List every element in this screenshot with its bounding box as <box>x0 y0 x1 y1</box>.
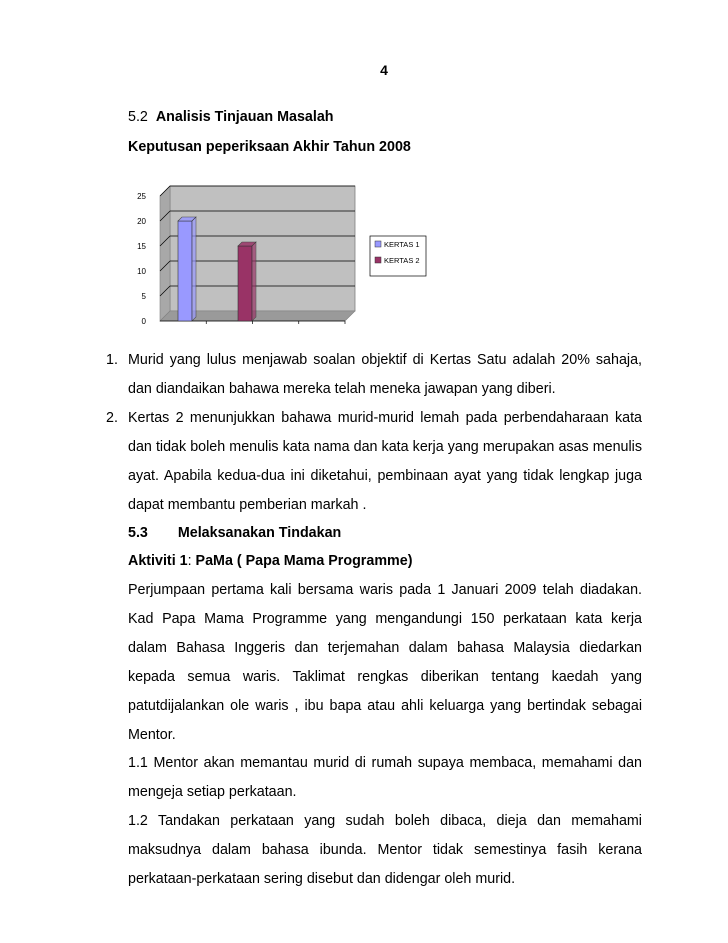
y-tick-label: 0 <box>141 317 146 326</box>
list-item-1-line-2: dan diandaikan bahawa mereka telah meneka jawapan yang diberi. <box>128 381 556 397</box>
legend-swatch <box>375 257 381 263</box>
y-tick-label: 10 <box>137 267 146 276</box>
bar-kertas-2 <box>238 246 252 321</box>
y-tick-label: 15 <box>137 242 146 251</box>
y-tick-label: 20 <box>137 217 146 226</box>
legend-swatch <box>375 241 381 247</box>
bar-side <box>252 242 256 321</box>
bar-side <box>192 217 196 321</box>
section-title: Melaksanakan Tindakan <box>177 525 342 541</box>
y-tick-label: 25 <box>137 192 146 201</box>
paragraph-line-2: Kad Papa Mama Programme yang mengandungi 150 perkataan kata kerja <box>128 611 642 627</box>
paragraph-line-6: Mentor. <box>128 727 176 743</box>
page-number: 4 <box>380 62 388 78</box>
item-1-1-line-1: 1.1 Mentor akan memantau murid di rumah supaya membaca, memahami dan <box>128 755 642 771</box>
y-tick-label: 5 <box>141 292 146 301</box>
section-number: 5.3 <box>128 525 148 541</box>
activity-label: Aktiviti 1 <box>128 553 188 569</box>
bar-kertas-1 <box>178 221 192 321</box>
bar-chart <box>118 178 434 328</box>
paragraph-line-5: patutdijalankan ole waris , ibu bapa atau ahli keluarga yang bertindak sebagai <box>128 698 642 714</box>
activity-separator: : <box>187 553 196 569</box>
paragraph-line-3: dalam Bahasa Inggeris dan terjemahan dalam bahasa Malaysia diedarkan <box>128 640 642 656</box>
item-1-2-line-2: maksudnya dalam bahasa ibunda. Mentor tidak semestinya fasih kerana <box>128 842 642 858</box>
chart-subtitle: Keputusan peperiksaan Akhir Tahun 2008 <box>128 139 411 155</box>
legend-label: KERTAS 2 <box>384 256 420 265</box>
activity-heading <box>128 553 412 569</box>
paragraph-line-4: kepada semua waris. Taklimat rengkas diberikan tentang kaedah yang <box>128 669 642 685</box>
paragraph-line-1: Perjumpaan pertama kali bersama waris pada 1 Januari 2009 telah diadakan. <box>128 582 642 598</box>
item-1-2-line-3: perkataan-perkataan sering disebut dan didengar oleh murid. <box>128 871 516 887</box>
section-heading-5-2 <box>128 109 334 125</box>
legend-label: KERTAS 1 <box>384 240 420 249</box>
item-1-2-line-1: 1.2 Tandakan perkataan yang sudah boleh dibaca, dieja dan memahami <box>128 813 642 829</box>
list-item-2-line-2: dan tidak boleh menulis kata nama dan kata kerja yang merupakan asas menulis <box>128 439 642 455</box>
plot-area <box>170 186 355 311</box>
list-item-2-line-3: ayat. Apabila kedua-dua ini diketahui, pembinaan ayat yang tidak lengkap juga <box>128 468 642 484</box>
section-heading-5-3 <box>128 525 341 541</box>
section-title: Analisis Tinjauan Masalah <box>155 109 334 125</box>
section-number: 5.2 <box>128 109 148 125</box>
list-number-1: 1. <box>106 352 118 368</box>
list-item-1-line-1: Murid yang lulus menjawab soalan objektif di Kertas Satu adalah 20% sahaja, <box>128 352 642 368</box>
plot-side-wall <box>160 186 170 321</box>
list-item-2-line-1: Kertas 2 menunjukkan bahawa murid-murid lemah pada perbendaharaan kata <box>128 410 642 426</box>
list-number-2: 2. <box>106 410 118 426</box>
activity-name: PaMa ( Papa Mama Programme) <box>195 553 413 569</box>
item-1-1-line-2: mengeja setiap perkataan. <box>128 784 297 800</box>
list-item-2-line-4: dapat membantu pemberian markah . <box>128 497 367 513</box>
